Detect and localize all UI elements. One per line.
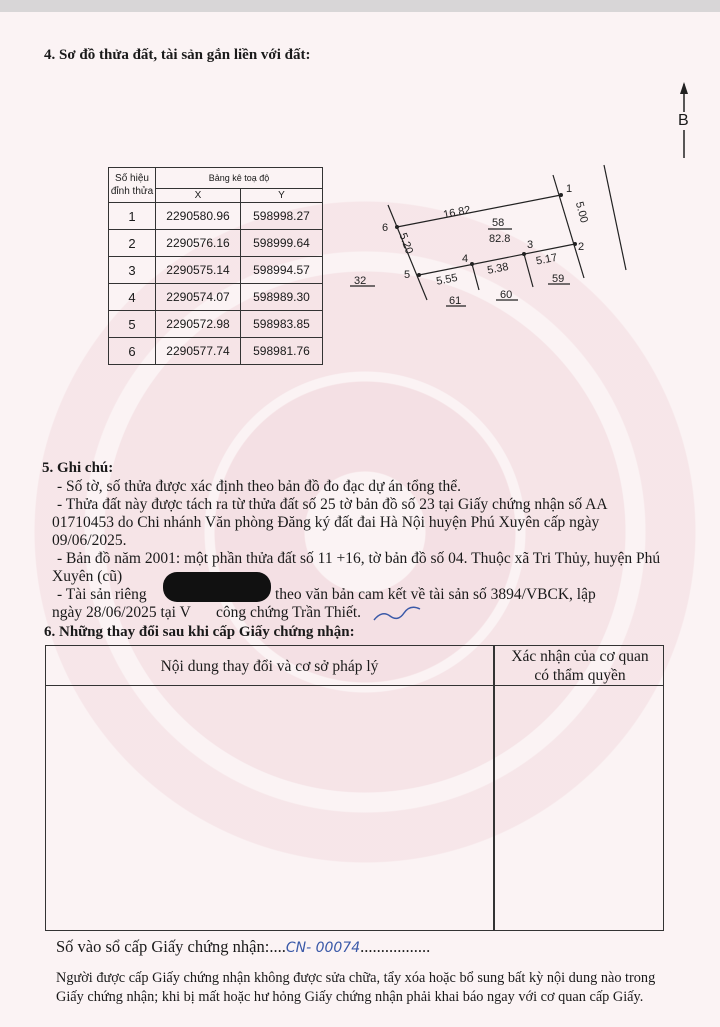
coord-cell-y: 598994.57 [241,257,323,284]
redaction-mark [163,572,271,602]
coord-cell-id: 2 [109,230,156,257]
coord-cell-x: 2290572.98 [156,311,241,338]
col-confirm-header: Xác nhận của cơ quan có thẩm quyền [511,648,649,684]
note-line: 01710453 do Chi nhánh Văn phòng Đăng ký đất đai Hà Nội huyện Phú Xuyên cấp ngày [52,514,600,531]
neighbor-parcel: 61 [449,295,462,307]
col-x-header: X [156,189,241,203]
section6-heading: 6. Những thay đổi sau khi cấp Giấy chứng nhận: [44,624,355,640]
vertex-label: 6 [382,222,389,234]
vertex-label: 3 [527,239,534,251]
note-line: Xuyên (cũ) [52,568,123,585]
neighbor-parcel: 59 [552,273,565,285]
note-line: - Bản đồ năm 2001: một phần thửa đất số 11 +16, tờ bản đồ số 04. Thuộc xã Tri Thủy, huyện Phú [57,550,661,567]
coord-cell-y: 598999.64 [241,230,323,257]
registry-number: CN- 00074 [285,940,361,956]
coord-cell-x: 2290574.07 [156,284,241,311]
coord-cell-y: 598998.27 [241,203,323,230]
note-line: ngày 28/06/2025 tại V công chứng Trần Thiết. [52,604,362,621]
coord-cell-id: 1 [109,203,156,230]
edge-label: 16.82 [442,204,472,222]
coord-row [109,338,323,365]
plot-map [0,0,720,320]
coord-cell-x: 2290577.74 [156,338,241,365]
neighbor-parcel: 60 [500,289,513,301]
notes [52,478,707,622]
section4-heading: 4. Sơ đồ thửa đất, tài sản gắn liền với đất: [44,47,311,63]
note-line: 09/06/2025. [52,532,127,549]
registry-number-line: Số vào sổ cấp Giấy chứng nhận:....CN- 00074................. [56,937,431,956]
coord-cell-id: 3 [109,257,156,284]
parcel-number: 58 [492,217,505,229]
coord-cell-y: 598989.30 [241,284,323,311]
vertex-label: 4 [462,253,469,265]
col-content-header: Nội dung thay đổi và cơ sở pháp lý [160,658,379,675]
north-label: B [678,112,689,129]
edge-label: 5.55 [435,271,459,288]
coord-cell-id: 4 [109,284,156,311]
coord-cell-x: 2290580.96 [156,203,241,230]
edge-label: 5.38 [486,260,510,277]
neighbor-parcel: 32 [354,275,367,287]
note-line: - Tài sản riêng theo văn bản cam kết về tài sản số 3894/VBCK, lập [57,586,596,603]
note-line: - Thửa đất này được tách ra từ thửa đất số 25 tờ bản đồ số 23 tại Giấy chứng nhận số AA [57,496,608,513]
coord-cell-x: 2290576.16 [156,230,241,257]
col-group-header: Bảng kê toạ độ [156,168,323,189]
signature-scribble [372,606,422,624]
coord-cell-id: 6 [109,338,156,365]
col-vertex-header: Số hiệu đỉnh thửa [109,168,156,203]
vertex-label: 5 [404,269,411,281]
road-line [604,165,626,270]
footer-notice: Người được cấp Giấy chứng nhận không được sửa chữa, tẩy xóa hoặc bổ sung bất kỳ nội dung nào trong Giấy chứng nhận; khi bị mất hoặc hư hỏng Giấy chứng nhận phải khai báo ngay với cơ quan cấp Giấy. [56,970,656,1005]
edge-6-1 [397,195,561,227]
edge-label: 5.20 [396,231,416,256]
vertex-label: 2 [578,241,585,253]
divider [472,264,479,290]
edge-label: 5.00 [572,200,590,225]
parcel-area: 82.8 [489,233,511,245]
coord-cell-x: 2290575.14 [156,257,241,284]
coord-cell-id: 5 [109,311,156,338]
coord-cell-y: 598981.76 [241,338,323,365]
vertex-label: 1 [566,183,573,195]
note-line: - Số tờ, số thửa được xác định theo bản đồ đo đạc dự án tổng thể. [57,478,462,495]
divider [524,254,533,287]
coord-cell-y: 598983.85 [241,311,323,338]
edge-label: 5.17 [535,251,559,268]
section5-heading: 5. Ghi chú: [42,460,114,476]
col-y-header: Y [241,189,323,203]
changes-table [45,645,664,931]
